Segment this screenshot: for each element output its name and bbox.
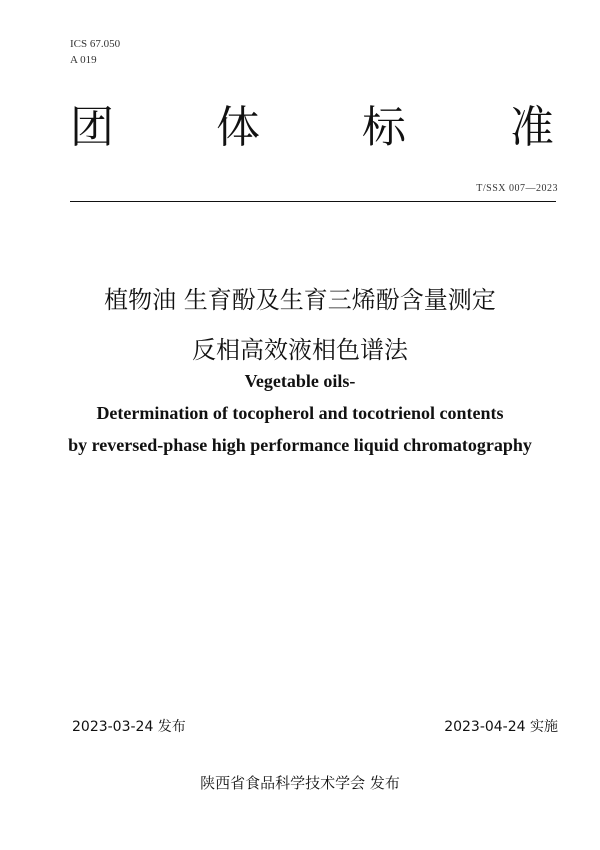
issuing-organization: 陕西省食品科学技术学会 发布 (200, 774, 400, 792)
english-title-line-1: Vegetable oils- (244, 371, 356, 391)
doc-type-char-2: 体 (216, 102, 260, 153)
document-type-heading (70, 100, 556, 156)
chinese-title-line-1: 植物油 生育酚及生育三烯酚含量测定 (104, 286, 496, 314)
standard-number: T/SSX 007—2023 (476, 183, 558, 194)
implement-date: 2023-04-24 实施 (444, 719, 558, 735)
ics-code: ICS 67.050 (70, 38, 121, 50)
classification-codes (70, 36, 120, 68)
english-title-line-3: by reversed-phase high performance liquid chromatography (68, 435, 532, 455)
chinese-title-line-2: 反相高效液相色谱法 (192, 336, 408, 364)
ccs-code: A 019 (70, 54, 97, 66)
header-divider (70, 201, 556, 202)
english-title-line-2: Determination of tocopherol and tocotrienol contents (96, 403, 504, 423)
publish-date: 2023-03-24 发布 (72, 719, 186, 735)
doc-type-char-1: 团 (70, 102, 114, 153)
doc-type-char-4: 准 (510, 102, 554, 153)
doc-type-char-3: 标 (362, 102, 406, 153)
